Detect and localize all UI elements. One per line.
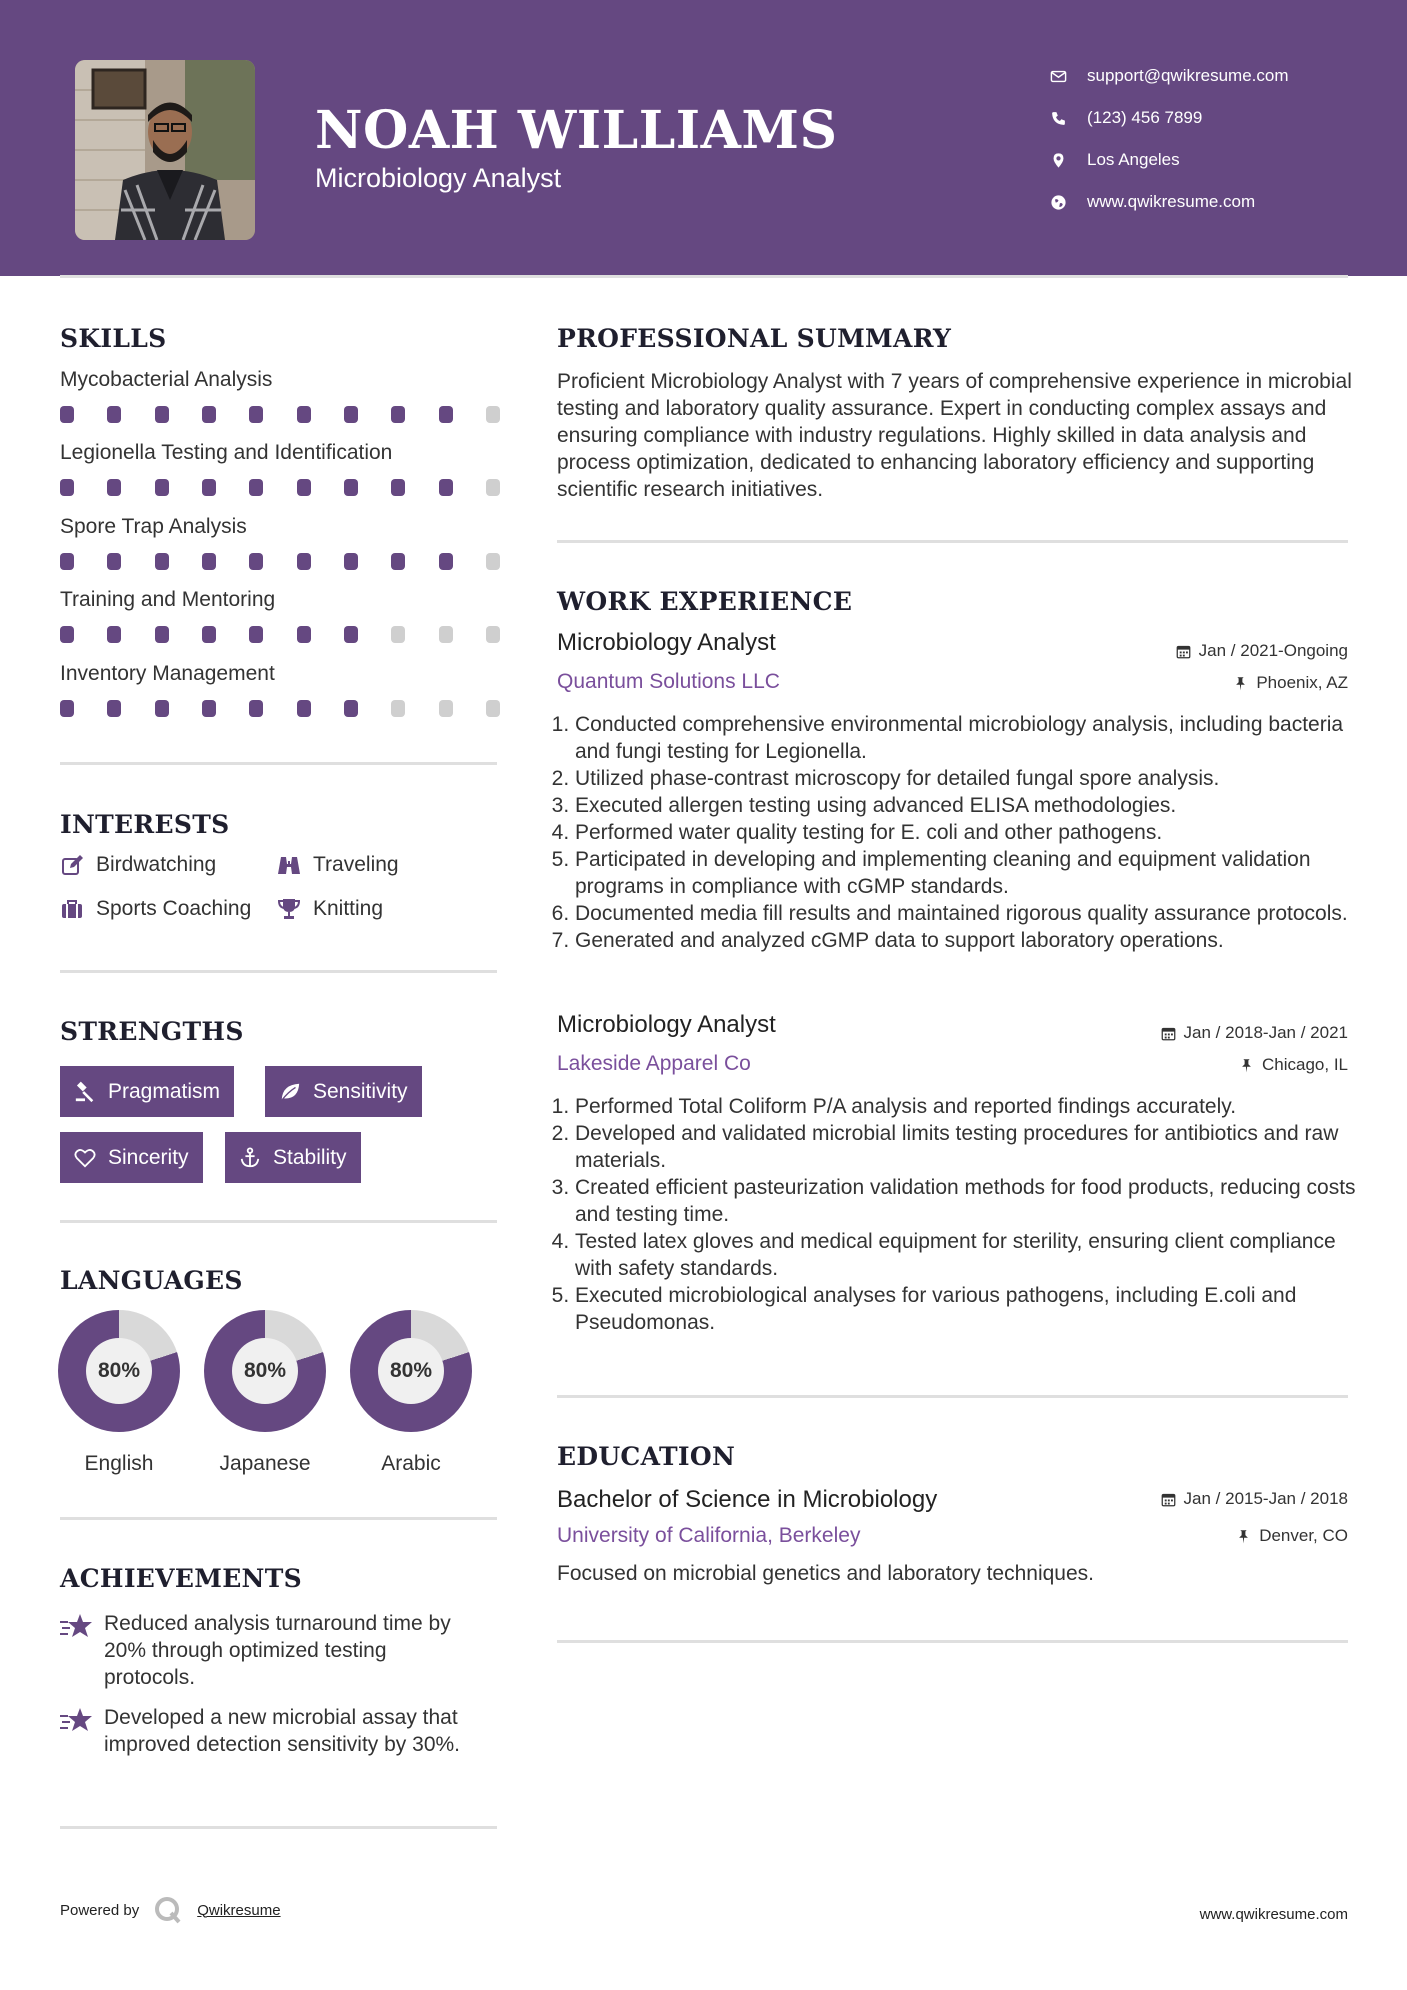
skill-dot-filled [249, 479, 263, 496]
calendar-icon [1161, 1492, 1176, 1507]
list-item: 1. Conducted comprehensive environmental microbiology analysis, including bacteria and fungi testing for Legionella. [575, 711, 1357, 765]
language-percent: 80% [86, 1338, 152, 1404]
skill-dot-filled [391, 406, 405, 423]
briefcase-icon [60, 897, 84, 921]
achievement-text: Developed a new microbial assay that improved detection sensitivity by 30%. [104, 1706, 461, 1756]
achievement-text: Reduced analysis turnaround time by 20% through optimized testing protocols. [104, 1612, 451, 1689]
skill-dot-filled [202, 626, 216, 643]
skill-dot-filled [344, 553, 358, 570]
skill-dot-filled [107, 626, 121, 643]
job-location-text: Chicago, IL [1262, 1055, 1348, 1074]
skill-dot-filled [202, 700, 216, 717]
list-item: 3. Executed allergen testing using advanced ELISA methodologies. [575, 792, 1357, 819]
section-divider [557, 540, 1348, 543]
qwikresume-link[interactable]: Qwikresume [197, 1901, 281, 1919]
section-divider [557, 1640, 1348, 1643]
interests-title: INTERESTS [60, 810, 230, 839]
language-name: English [84, 1452, 154, 1475]
anchor-icon [239, 1147, 261, 1169]
contact-text: support@qwikresume.com [1087, 66, 1289, 85]
skill-dot-filled [60, 479, 74, 496]
globe-icon [1050, 194, 1067, 211]
job-title: Microbiology Analyst [557, 629, 776, 656]
education-degree: Bachelor of Science in Microbiology [557, 1486, 938, 1513]
education-dates [1161, 1489, 1348, 1509]
star-icon [60, 1612, 94, 1642]
skill-dot-filled [249, 700, 263, 717]
skill-dot-filled [107, 479, 121, 496]
strength-tag [60, 1132, 203, 1183]
job-company: Quantum Solutions LLC [557, 670, 780, 693]
skill-dot-empty [439, 626, 453, 643]
star-icon [60, 1706, 94, 1736]
skill-dot-empty [486, 553, 500, 570]
skill-rating [60, 479, 500, 496]
list-item: 5. Executed microbiological analyses for various pathogens, including E.coli and Pseudomonas. [575, 1282, 1357, 1336]
skill-dot-filled [391, 553, 405, 570]
thumbtack-icon [1236, 1529, 1251, 1544]
contact-phone[interactable] [1050, 97, 1289, 139]
binoculars-icon [277, 853, 301, 877]
job-dates [1161, 1023, 1348, 1043]
skill-dot-empty [391, 700, 405, 717]
strength-label: Sincerity [108, 1145, 189, 1169]
skill-dot-filled [297, 700, 311, 717]
skill-dot-empty [439, 700, 453, 717]
skill-dot-filled [439, 479, 453, 496]
header-divider [60, 275, 1348, 278]
section-divider [60, 762, 497, 765]
skill-dot-filled [249, 626, 263, 643]
list-item: 2. Developed and validated microbial limits testing procedures for antibiotics and raw materials. [575, 1120, 1357, 1174]
language-ring [350, 1310, 472, 1432]
skill-dot-filled [297, 406, 311, 423]
skill-dot-filled [297, 626, 311, 643]
job-company: Lakeside Apparel Co [557, 1052, 751, 1075]
skill-dot-filled [107, 553, 121, 570]
interest-item [60, 853, 216, 877]
skill-name: Training and Mentoring [60, 588, 276, 611]
education-location-text: Denver, CO [1259, 1526, 1348, 1545]
strength-label: Sensitivity [313, 1079, 408, 1103]
skills-title: SKILLS [60, 324, 167, 353]
list-item: 7. Generated and analyzed cGMP data to support laboratory operations. [575, 927, 1357, 954]
interest-label: Birdwatching [96, 853, 217, 876]
skill-dot-filled [60, 700, 74, 717]
skill-dot-filled [439, 406, 453, 423]
list-item: 6. Documented media fill results and maintained rigorous quality assurance protocols. [575, 900, 1357, 927]
skill-dot-filled [297, 479, 311, 496]
education-title: EDUCATION [557, 1442, 736, 1471]
footer-powered-by [60, 1895, 281, 1925]
job-responsibilities [557, 1093, 1357, 1336]
job-responsibilities [557, 711, 1357, 954]
list-item: 5. Participated in developing and implementing cleaning and equipment validation programs in compliance with cGMP standards. [575, 846, 1357, 900]
section-divider [60, 1220, 497, 1223]
list-item: 1. Performed Total Coliform P/A analysis and reported findings accurately. [575, 1093, 1357, 1120]
contact-list [1050, 55, 1289, 223]
strength-label: Stability [273, 1145, 347, 1169]
footer-website[interactable]: www.qwikresume.com [1199, 1906, 1348, 1923]
job-location-text: Phoenix, AZ [1256, 673, 1348, 692]
skill-dot-empty [391, 626, 405, 643]
pencil-square-icon [60, 853, 84, 877]
skill-dot-empty [486, 700, 500, 717]
section-divider [557, 1395, 1348, 1398]
section-divider [60, 1826, 497, 1829]
language-item [204, 1310, 326, 1476]
skill-name: Mycobacterial Analysis [60, 368, 273, 391]
skill-rating [60, 626, 500, 643]
skill-dot-empty [486, 406, 500, 423]
skill-dot-filled [439, 553, 453, 570]
skill-dot-filled [155, 553, 169, 570]
skill-dot-filled [107, 700, 121, 717]
skill-dot-filled [344, 406, 358, 423]
language-name: Arabic [381, 1452, 441, 1475]
skill-dot-empty [486, 479, 500, 496]
candidate-role: Microbiology Analyst [315, 163, 562, 193]
contact-text: Los Angeles [1087, 150, 1180, 169]
skill-rating [60, 553, 500, 570]
skill-name: Inventory Management [60, 662, 275, 685]
strength-label: Pragmatism [108, 1079, 221, 1103]
leaf-icon [279, 1081, 301, 1103]
skill-dot-filled [297, 553, 311, 570]
skill-rating [60, 700, 500, 717]
summary-title: PROFESSIONAL SUMMARY [557, 324, 952, 353]
interest-label: Sports Coaching [96, 897, 252, 920]
language-ring [204, 1310, 326, 1432]
job-title: Microbiology Analyst [557, 1011, 776, 1038]
interest-label: Traveling [313, 853, 399, 876]
skill-dot-filled [155, 700, 169, 717]
skill-name: Legionella Testing and Identification [60, 441, 393, 464]
contact-location [1050, 139, 1289, 181]
thumbtack-icon [1239, 1058, 1254, 1073]
language-name: Japanese [219, 1452, 311, 1475]
strength-tag [60, 1066, 234, 1117]
thumbtack-icon [1233, 676, 1248, 691]
qwikresume-logo-icon [153, 1895, 183, 1925]
skill-dot-filled [155, 406, 169, 423]
interest-label: Knitting [313, 897, 384, 920]
skill-dot-filled [202, 553, 216, 570]
achievement-item [60, 1704, 480, 1758]
job-dates-text: Jan / 2021-Ongoing [1198, 641, 1348, 660]
list-item: 4. Performed water quality testing for E. coli and other pathogens. [575, 819, 1357, 846]
education-school: University of California, Berkeley [557, 1524, 861, 1547]
contact-email[interactable] [1050, 55, 1289, 97]
phone-icon [1050, 110, 1067, 127]
skill-dot-filled [344, 626, 358, 643]
job-dates-text: Jan / 2018-Jan / 2021 [1183, 1023, 1348, 1042]
candidate-name: NOAH WILLIAMS [315, 100, 838, 161]
trophy-icon [277, 897, 301, 921]
skill-dot-filled [344, 479, 358, 496]
map-pin-icon [1050, 152, 1067, 169]
job-location [1233, 673, 1348, 693]
experience-title: WORK EXPERIENCE [557, 587, 853, 616]
profile-photo [75, 60, 255, 240]
skill-dot-filled [60, 553, 74, 570]
achievements-title: ACHIEVEMENTS [60, 1564, 302, 1593]
skill-rating [60, 406, 500, 423]
language-percent: 80% [232, 1338, 298, 1404]
resume-header [0, 0, 1407, 276]
gavel-icon [74, 1081, 96, 1103]
heart-icon [74, 1147, 96, 1169]
list-item: 2. Utilized phase-contrast microscopy for detailed fungal spore analysis. [575, 765, 1357, 792]
skill-name: Spore Trap Analysis [60, 515, 247, 538]
list-item: 4. Tested latex gloves and medical equipment for sterility, ensuring client compliance with safety standards. [575, 1228, 1357, 1282]
skill-dot-filled [344, 700, 358, 717]
strengths-title: STRENGTHS [60, 1017, 244, 1046]
skill-dot-filled [391, 479, 405, 496]
language-percent: 80% [378, 1338, 444, 1404]
strength-tag [265, 1066, 422, 1117]
list-item: 3. Created efficient pasteurization validation methods for food products, reducing costs and testing time. [575, 1174, 1357, 1228]
language-ring [58, 1310, 180, 1432]
education-description: Focused on microbial genetics and laboratory techniques. [557, 1562, 1094, 1585]
interest-item [277, 897, 383, 921]
languages-title: LANGUAGES [60, 1266, 243, 1295]
achievement-item [60, 1610, 480, 1691]
education-location [1236, 1526, 1348, 1546]
skill-dot-filled [155, 479, 169, 496]
contact-website[interactable] [1050, 181, 1289, 223]
language-item [58, 1310, 180, 1476]
interest-item [60, 897, 251, 921]
skill-dot-filled [107, 406, 121, 423]
skill-dot-filled [60, 406, 74, 423]
skill-dot-filled [155, 626, 169, 643]
skill-dot-filled [249, 406, 263, 423]
job-location [1239, 1055, 1348, 1075]
calendar-icon [1161, 1026, 1176, 1041]
interest-item [277, 853, 399, 877]
education-dates-text: Jan / 2015-Jan / 2018 [1183, 1489, 1348, 1508]
section-divider [60, 1517, 497, 1520]
powered-by-text: Powered by [60, 1901, 140, 1919]
skill-dot-filled [202, 406, 216, 423]
skill-dot-filled [249, 553, 263, 570]
job-dates [1176, 641, 1348, 661]
contact-text: (123) 456 7899 [1087, 108, 1203, 127]
contact-text: www.qwikresume.com [1087, 192, 1256, 211]
skill-dot-empty [486, 626, 500, 643]
summary-text: Proficient Microbiology Analyst with 7 years of comprehensive experience in microbial testing and laboratory quality assurance. Expert in conducting complex assays and ensuring compliance with industry regulations. Highly skilled in data analysis and process optimization, dedicated to enhancing laboratory efficiency and supporting scientific research initiatives. [557, 370, 1352, 501]
skill-dot-filled [202, 479, 216, 496]
strength-tag [225, 1132, 361, 1183]
language-item [350, 1310, 472, 1476]
section-divider [60, 970, 497, 973]
calendar-icon [1176, 644, 1191, 659]
envelope-icon [1050, 68, 1067, 85]
skill-dot-filled [60, 626, 74, 643]
